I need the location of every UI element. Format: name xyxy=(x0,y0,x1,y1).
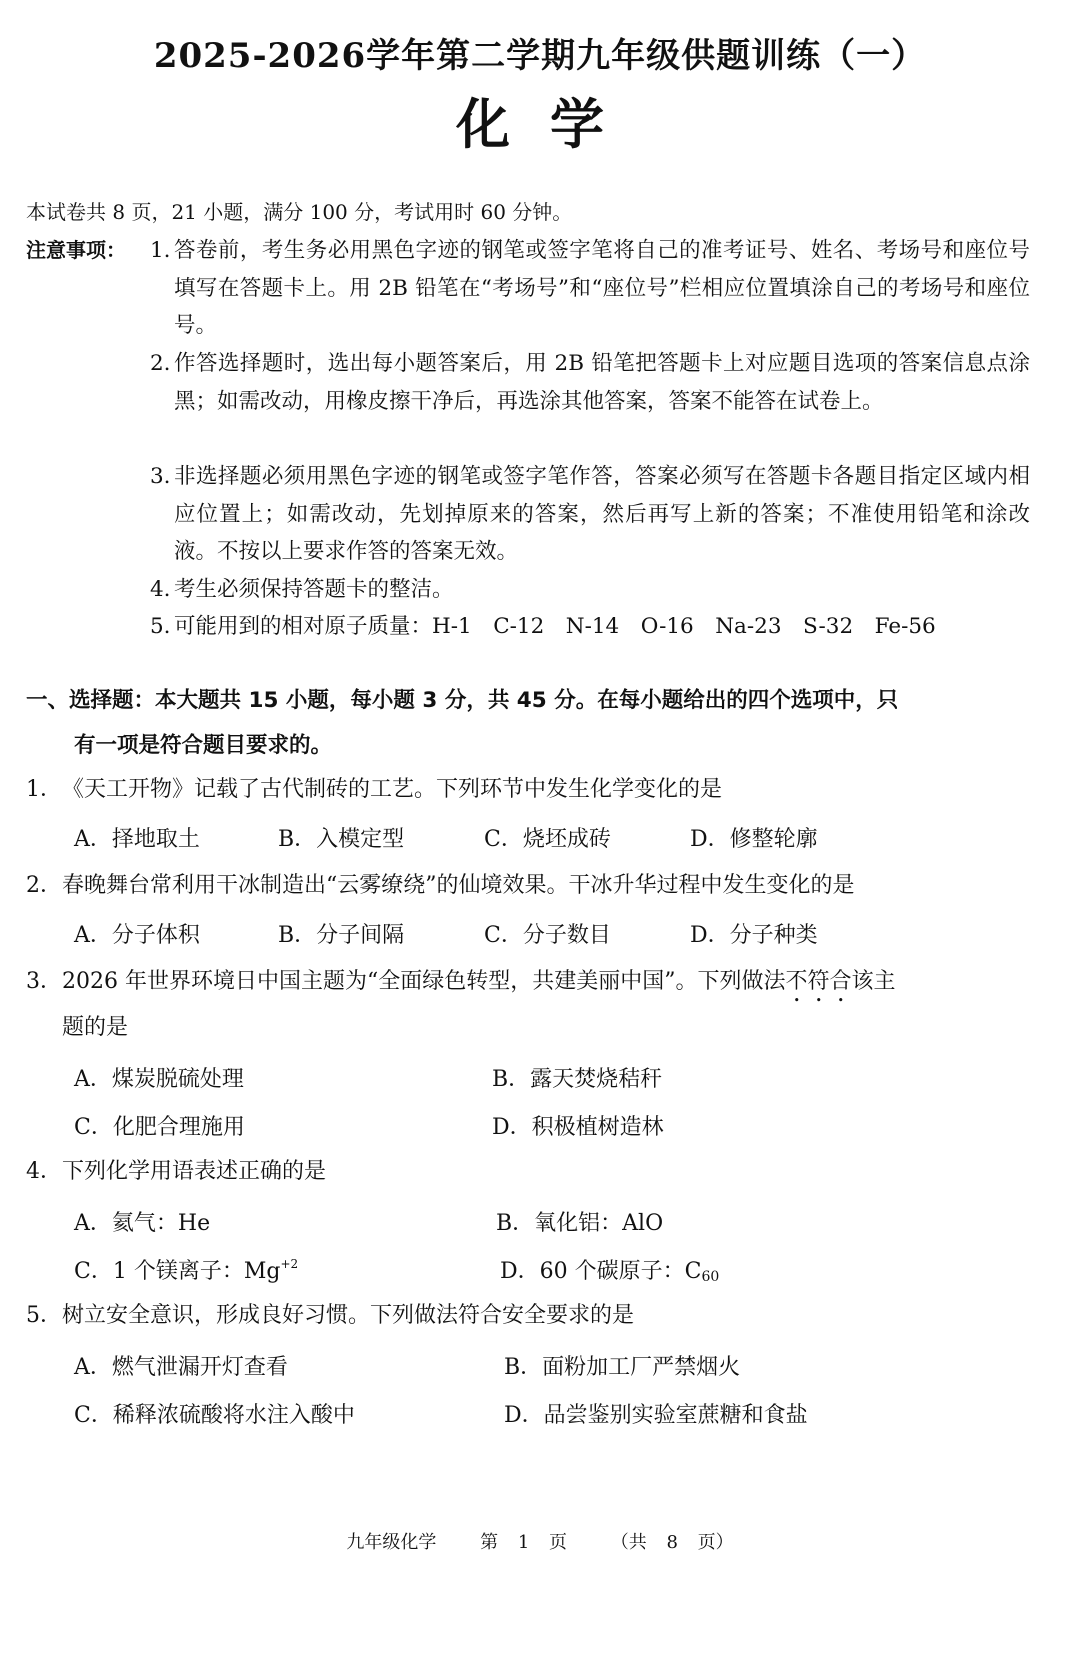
emphasized-keyword: 不符合 xyxy=(785,969,852,994)
notice-item-number: 5. xyxy=(150,614,171,639)
option-c: C．分子数目 xyxy=(484,923,611,948)
option-a: A．择地取土 xyxy=(74,827,200,852)
subject-title: 化学 xyxy=(456,93,644,156)
question-number: 3． xyxy=(26,969,62,994)
option-b: B．氧化铝：AlO xyxy=(496,1211,664,1236)
notice-item-text: 可能用到的相对原子质量：H-1 C-12 N-14 O-16 Na-23 S-32 Fe-56 xyxy=(174,614,936,639)
question-stem: 《天工开物》记载了古代制砖的工艺。下列环节中发生化学变化的是 xyxy=(62,777,723,802)
option-d: D．品尝鉴别实验室蔗糖和食盐 xyxy=(504,1403,808,1428)
notice-item-text: 作答选择题时，选出每小题答案后，用 2B 铅笔把答题卡上对应题目选项的答案信息点涂黑；如需改动，用橡皮擦干净后，再选涂其他答案，答案不能答在试卷上。 xyxy=(174,351,1030,414)
notice-item-text: 考生必须保持答题卡的整洁。 xyxy=(174,577,454,602)
question-5 xyxy=(26,1292,1056,1340)
option-a: A．燃气泄漏开灯查看 xyxy=(74,1355,288,1380)
section-heading-line1: 一、选择题：本大题共 15 小题，每小题 3 分，共 45 分。在每小题给出的四个选项中，只 xyxy=(26,688,899,713)
question-stem: 春晚舞台常利用干冰制造出“云雾缭绕”的仙境效果。干冰升华过程中发生变化的是 xyxy=(62,873,855,898)
notice-item-4 xyxy=(150,571,1030,609)
notice-item-text: 非选择题必须用黑色字迹的钢笔或签字笔作答，答案必须写在答题卡各题目指定区域内相应位置上；如需改动，先划掉原来的答案，然后再写上新的答案；不准使用铅笔和涂改液。不按以上要求作答的答案无效。 xyxy=(174,464,1030,564)
question-2 xyxy=(26,862,1056,910)
section-heading-line2: 有一项是符合题目要求的。 xyxy=(74,733,333,758)
option-b: B．分子间隔 xyxy=(278,923,405,948)
question-stem-tail: 该主 xyxy=(851,969,896,994)
option-c: C．1 个镁离子：$Mg^{+2}$ xyxy=(74,1257,299,1284)
option-b: B．面粉加工厂严禁烟火 xyxy=(504,1355,741,1380)
exam-info: 本试卷共 8 页，21 小题，满分 100 分，考试用时 60 分钟。 xyxy=(26,200,573,224)
exam-title: 2025-2026学年第二学期九年级供题训练（一） xyxy=(153,36,927,76)
option-a: A．氦气：He xyxy=(74,1211,211,1236)
notice-item-number: 3. xyxy=(150,464,171,489)
question-3 xyxy=(26,958,1056,1040)
question-stem: 树立安全意识，形成良好习惯。下列做法符合安全要求的是 xyxy=(62,1303,635,1328)
option-c: C．稀释浓硫酸将水注入酸中 xyxy=(74,1403,355,1428)
page-footer xyxy=(0,1528,1080,1554)
section-heading xyxy=(26,678,1046,768)
option-b: B．露天焚烧秸秆 xyxy=(492,1067,663,1092)
notice-item-2 xyxy=(150,345,1030,420)
notice-item-3 xyxy=(150,458,1030,571)
option-a: A．分子体积 xyxy=(74,923,200,948)
option-c: C．化肥合理施用 xyxy=(74,1115,245,1140)
question-number: 5． xyxy=(26,1303,62,1328)
notice-item-number: 1. xyxy=(150,238,171,263)
option-b: B．入模定型 xyxy=(278,827,405,852)
option-c: C．烧坯成砖 xyxy=(484,827,611,852)
question-stem: 2026 年世界环境日中国主题为“全面绿色转型，共建美丽中国”。下列做法 xyxy=(62,969,786,994)
option-d: D．积极植树造林 xyxy=(492,1115,664,1140)
atom-count-subscript: 60 xyxy=(701,1269,720,1285)
notice-item-1 xyxy=(150,232,1030,345)
option-d: D．分子种类 xyxy=(690,923,818,948)
question-number: 4． xyxy=(26,1159,62,1184)
question-number: 1． xyxy=(26,777,62,802)
question-stem-line2: 题的是 xyxy=(62,1015,129,1040)
option-d: D．修整轮廓 xyxy=(690,827,818,852)
notice-item-text: 答卷前，考生务必用黑色字迹的钢笔或签字笔将自己的准考证号、姓名、考场号和座位号填写在答题卡上。用 2B 铅笔在“考场号”和“座位号”栏相应位置填涂自己的考场号和座位号。 xyxy=(174,238,1030,338)
notice-label: 注意事项： xyxy=(26,238,126,262)
footer-total-pages: （共 8 页） xyxy=(610,1532,734,1553)
footer-subject: 九年级化学 xyxy=(346,1532,437,1553)
charge-superscript: +2 xyxy=(280,1257,299,1271)
option-d: D．60 个碳原子：$C_{60}$ xyxy=(500,1259,720,1285)
notice-item-number: 4. xyxy=(150,577,171,602)
footer-page-number: 第 1 页 xyxy=(480,1532,567,1553)
option-a: A．煤炭脱硫处理 xyxy=(74,1067,244,1092)
question-number: 2． xyxy=(26,873,62,898)
question-stem: 下列化学用语表述正确的是 xyxy=(62,1159,327,1184)
notice-item-5 xyxy=(150,608,1030,646)
notice-item-number: 2. xyxy=(150,351,171,376)
question-1 xyxy=(26,766,1056,814)
question-4 xyxy=(26,1148,1056,1196)
